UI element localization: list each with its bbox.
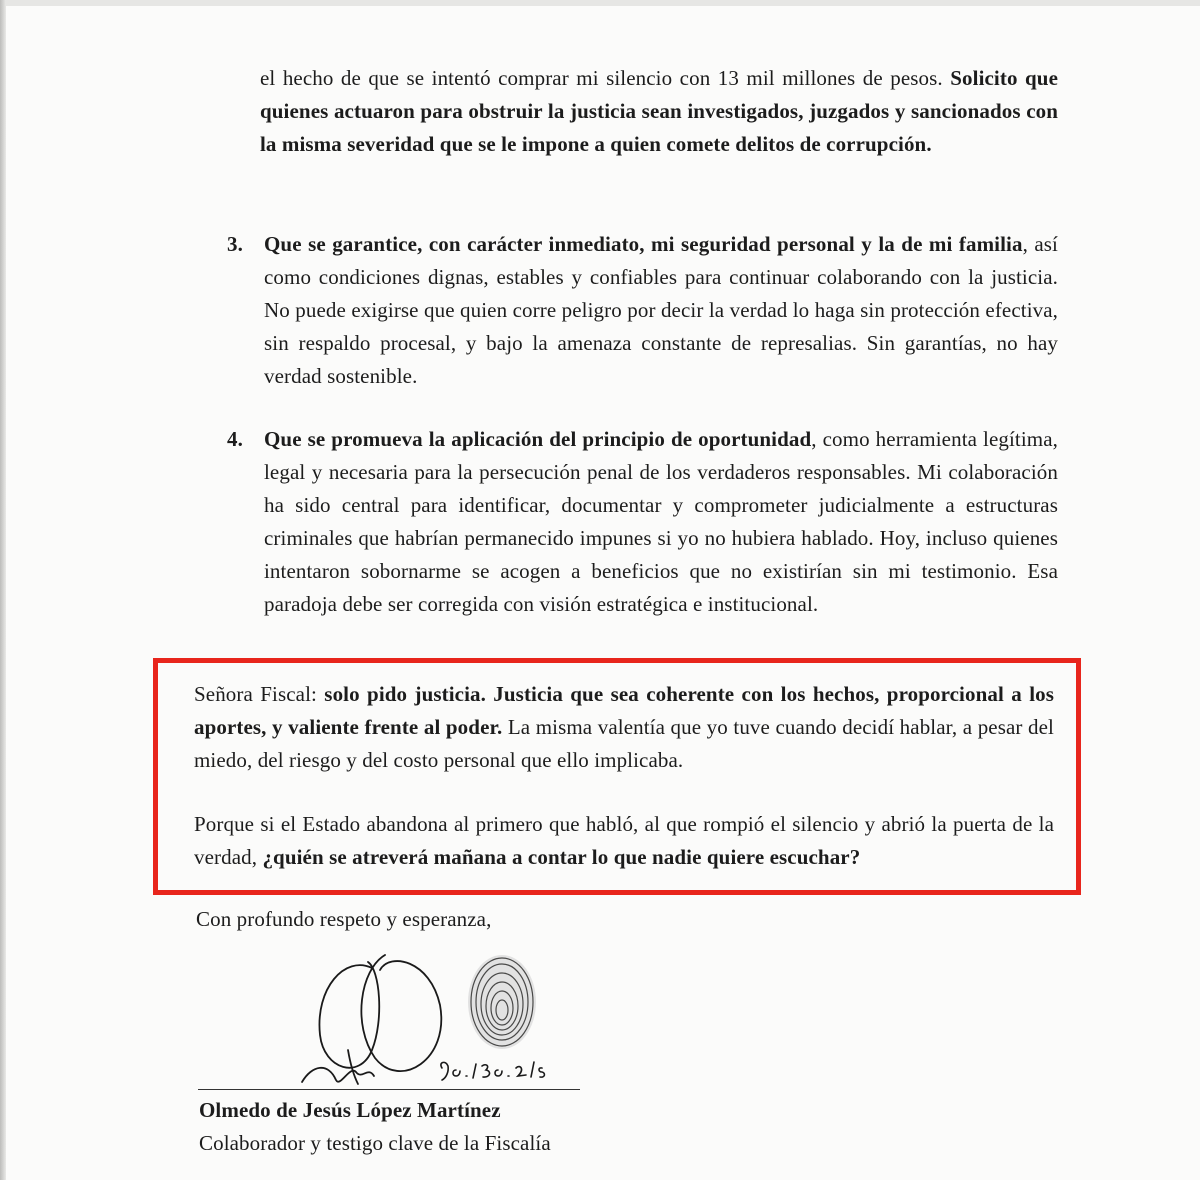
signature-area — [290, 940, 600, 1090]
list-item-normal-text: , como herramienta legítima, legal y necesaria para la persecución penal de los verdaderos responsables. Mi colaboración ha sido central para identificar, documentar y comprometer judicialmente a estructuras criminales que habrían permanecido impunes si yo no hubiera hablado. Hoy, incluso quienes intentaron sobornarme se acogen a beneficios que no existirían sin mi testimonio. Esa paradoja debe ser corregida con visión estratégica e institucional. — [264, 427, 1058, 616]
handwritten-signature — [302, 955, 441, 1084]
closing-normal-text: La misma valentía que yo tuve cuando decidí hablar, a pesar del miedo, del riesgo y del costo personal que ello implicaba. — [194, 715, 1054, 772]
closing-bold-text: solo pido justicia. Justicia que sea coherente con los hechos, proporcional a los aportes, y valiente frente al poder. — [194, 682, 1054, 739]
signer-name: Olmedo de Jesús López Martínez — [199, 1098, 501, 1122]
closing-normal-text: Porque si el Estado abandona al primero que habló, al que rompió el silencio y abrió la puerta de la verdad, — [194, 812, 1054, 869]
page-left-edge — [0, 0, 6, 1180]
closing-paragraph-2 — [194, 808, 1054, 874]
list-item-number: 4. — [227, 427, 243, 451]
list-item-bold-text: Que se promueva la aplicación del principio de oportunidad — [264, 427, 812, 451]
signature-line — [198, 1089, 580, 1090]
list-item — [227, 423, 1058, 621]
closing-paragraph-1 — [194, 678, 1054, 777]
farewell-line: Con profundo respeto y esperanza, — [196, 907, 492, 931]
closing-question: ¿quién se atreverá mañana a contar lo que nadie quiere escuchar? — [262, 845, 861, 869]
continuation-paragraph — [260, 62, 1058, 161]
fingerprint — [468, 955, 536, 1049]
list-item-bold-text: Que se garantice, con carácter inmediato, mi seguridad personal y la de mi familia — [264, 232, 1023, 256]
list-item — [227, 228, 1058, 393]
list-item-text — [264, 423, 1058, 621]
signer-role: Colaborador y testigo clave de la Fiscalía — [199, 1131, 551, 1155]
continuation-bold-text: Solicito que quienes actuaron para obstruir la justicia sean investigados, juzgados y sancionados con la misma severidad que se le impone a quien comete delitos de corrupción. — [260, 66, 1058, 156]
closing-salutation: Señora Fiscal: — [194, 682, 325, 706]
handwritten-note — [441, 1062, 545, 1080]
list-item-text — [264, 228, 1058, 393]
continuation-normal-text: el hecho de que se intentó comprar mi silencio con 13 mil millones de pesos. — [260, 66, 951, 90]
list-item-normal-text: , así como condiciones dignas, estables y confiables para continuar colaborando con la justicia. No puede exigirse que quien corre peligro por decir la verdad lo haga sin protección efectiva, sin respaldo procesal, y bajo la amenaza constante de represalias. Sin garantías, no hay verdad sostenible. — [264, 232, 1058, 388]
list-item-number: 3. — [227, 232, 243, 256]
page-top-edge — [0, 0, 1200, 6]
